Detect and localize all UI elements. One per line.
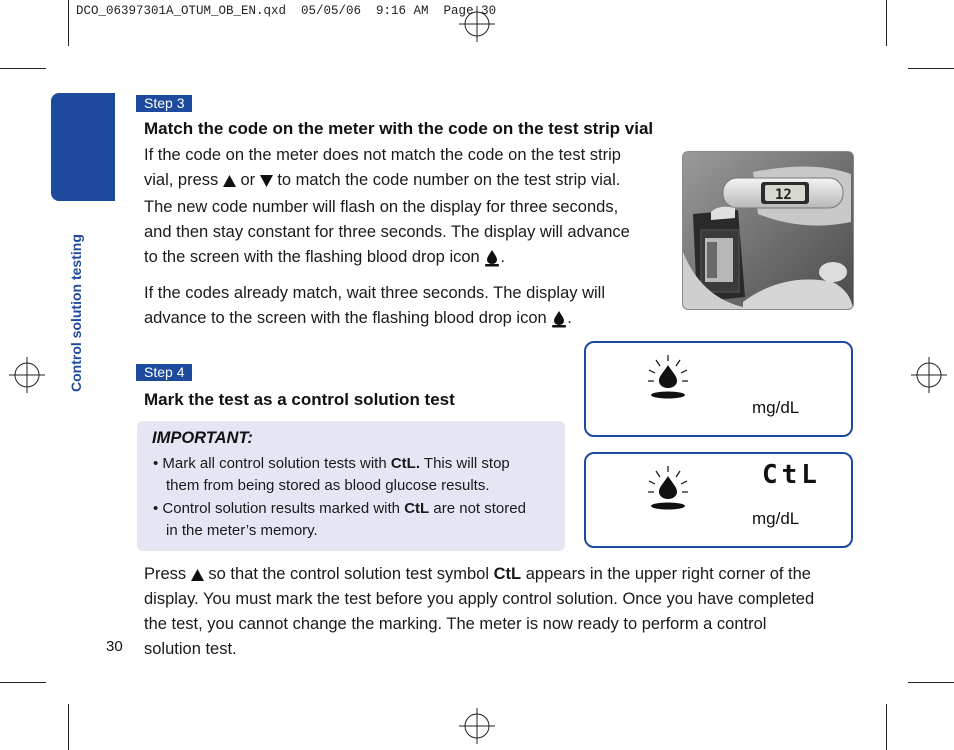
text-line: and then stay constant for three seconds. The display will advance	[144, 223, 630, 241]
text-line	[144, 306, 674, 331]
registration-mark-icon	[459, 708, 495, 744]
text-fragment: to the screen with the flashing blood drop icon	[144, 248, 480, 266]
text-line: the test, you cannot change the marking. The meter is now ready to perform a control	[144, 615, 767, 633]
printer-slug: DCO_06397301A_OTUM_OB_EN.qxd 05/05/06 9:16 AM Page 30	[76, 4, 497, 18]
blood-drop-icon	[551, 310, 567, 328]
crop-mark	[68, 704, 69, 750]
flashing-blood-drop-icon	[648, 466, 688, 510]
text-line	[144, 245, 674, 270]
ctl-symbol-text: CtL	[493, 565, 522, 583]
step-3-heading: Match the code on the meter with the code on the test strip vial	[144, 119, 654, 138]
text-line: If the code on the meter does not match the code on the test strip	[144, 146, 621, 164]
blood-drop-icon	[484, 249, 500, 267]
text-fragment: are not stored	[433, 500, 526, 517]
unit-label: mg/dL	[752, 398, 800, 417]
important-title: IMPORTANT:	[152, 429, 253, 447]
crop-mark	[886, 704, 887, 750]
text-line: in the meter’s memory.	[166, 522, 318, 539]
crop-mark	[68, 0, 69, 46]
meter-photo-code: 12	[775, 187, 792, 203]
text-line: If the codes already match, wait three seconds. The display will	[144, 284, 606, 302]
text-line: solution test.	[144, 640, 237, 658]
meter-photo-illustration	[683, 152, 853, 309]
crop-mark	[0, 68, 46, 69]
text-fragment: or	[240, 171, 256, 189]
step-3-paragraph-1	[144, 143, 674, 193]
text-line	[144, 168, 674, 193]
text-line	[144, 562, 884, 587]
text-fragment: appears in the upper right corner of the	[525, 565, 811, 583]
text-fragment: .	[567, 309, 572, 327]
text-fragment: .	[500, 248, 505, 266]
section-tab	[51, 93, 115, 201]
text-fragment: • Control solution results marked with	[153, 500, 401, 517]
text-fragment: This will stop	[423, 455, 510, 472]
text-line: display. You must mark the test before you apply control solution. Once you have completed	[144, 590, 815, 608]
text-line	[153, 498, 553, 520]
meter-display-ctl	[584, 452, 853, 548]
ctl-symbol: CtL	[762, 460, 821, 490]
text-fragment: • Mark all control solution tests with	[153, 455, 387, 472]
section-side-label: Control solution testing	[68, 234, 84, 392]
step-4-heading: Mark the test as a control solution test	[144, 390, 455, 409]
text-line: them from being stored as blood glucose results.	[166, 477, 490, 494]
meter-photo	[682, 151, 854, 310]
up-arrow-icon	[223, 175, 236, 187]
text-line: The new code number will flash on the display for three seconds,	[144, 198, 619, 216]
registration-mark-icon	[9, 357, 45, 393]
step-4-badge: Step 4	[136, 364, 192, 381]
registration-mark-icon	[459, 6, 495, 42]
important-notice-box	[137, 421, 565, 551]
text-line	[153, 453, 553, 475]
step-3-paragraph-3	[144, 281, 674, 331]
registration-mark-icon	[911, 357, 947, 393]
unit-label: mg/dL	[752, 509, 800, 528]
step-4-paragraph	[144, 562, 884, 662]
text-fragment: vial, press	[144, 171, 219, 189]
text-fragment: advance to the screen with the flashing blood drop icon	[144, 309, 547, 327]
page-number: 30	[106, 638, 123, 655]
flashing-blood-drop-icon	[648, 355, 688, 399]
up-arrow-icon	[191, 569, 204, 581]
step-3-paragraph-2	[144, 195, 674, 270]
important-bullet-2	[153, 498, 553, 542]
crop-mark	[908, 682, 954, 683]
ctl-symbol-text: CtL.	[390, 455, 421, 472]
step-3-badge: Step 3	[136, 95, 192, 112]
ctl-symbol-text: CtL	[404, 500, 430, 517]
crop-mark	[908, 68, 954, 69]
crop-mark	[0, 682, 46, 683]
text-fragment: Press	[144, 565, 187, 583]
meter-display-drop	[584, 341, 853, 437]
down-arrow-icon	[260, 175, 273, 187]
important-bullet-1	[153, 453, 553, 497]
text-fragment: so that the control solution test symbol	[208, 565, 490, 583]
crop-mark	[886, 0, 887, 46]
text-fragment: to match the code number on the test strip vial.	[277, 171, 621, 189]
